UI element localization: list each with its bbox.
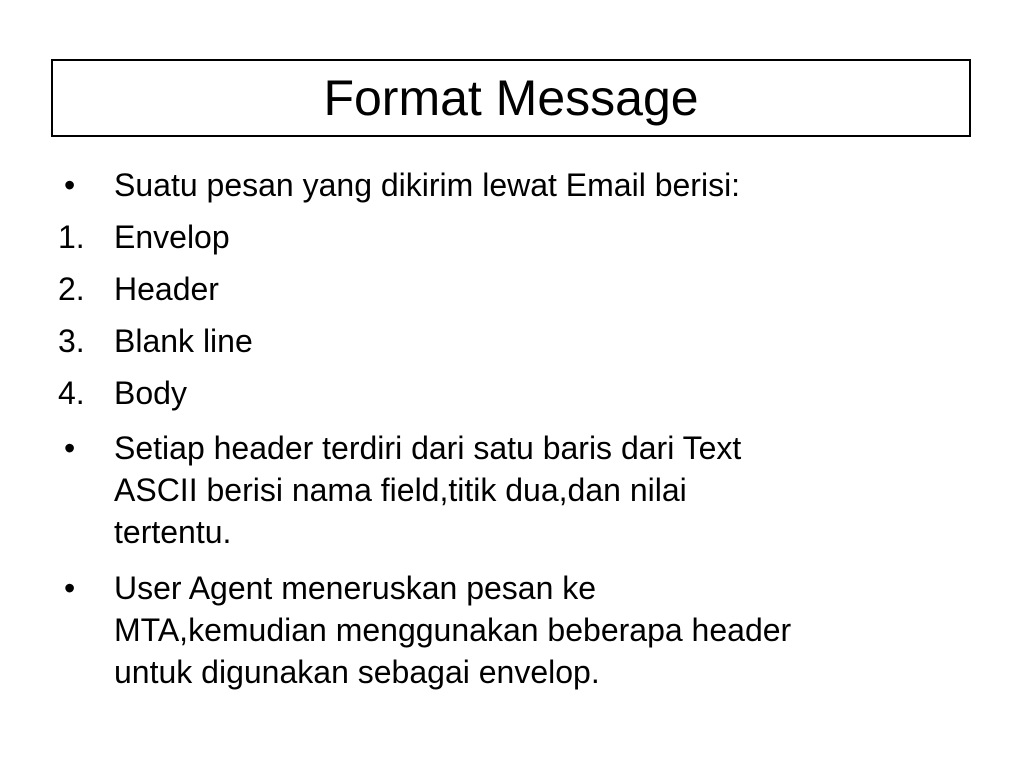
number-marker: 2.: [58, 271, 85, 307]
list-item-text: [114, 216, 984, 258]
text-line: tertentu.: [114, 514, 232, 550]
number-marker: 1.: [58, 219, 85, 255]
list-item-text: [114, 427, 984, 553]
list-item-text: [114, 372, 984, 414]
bullet-marker: •: [64, 430, 76, 466]
number-marker: 3.: [58, 323, 85, 359]
text-line: Blank line: [114, 323, 253, 359]
text-line: MTA,kemudian menggunakan beberapa header: [114, 612, 792, 648]
text-line: Suatu pesan yang dikirim lewat Email berisi:: [114, 167, 741, 203]
text-line: ASCII berisi nama field,titik dua,dan nilai: [114, 472, 687, 508]
text-line: untuk digunakan sebagai envelop.: [114, 654, 600, 690]
list-item-text: [114, 567, 984, 693]
text-line: Header: [114, 271, 219, 307]
number-marker: 4.: [58, 375, 85, 411]
list-item-text: [114, 268, 984, 310]
list-item-text: [114, 164, 984, 206]
slide-title: Format Message: [323, 70, 699, 126]
text-line: User Agent meneruskan pesan ke: [114, 570, 597, 606]
list-item-text: [114, 320, 984, 362]
text-line: Setiap header terdiri dari satu baris dari Text: [114, 430, 742, 466]
text-line: Envelop: [114, 219, 230, 255]
bullet-marker: •: [64, 167, 76, 203]
text-line: Body: [114, 375, 187, 411]
bullet-marker: •: [64, 570, 76, 606]
